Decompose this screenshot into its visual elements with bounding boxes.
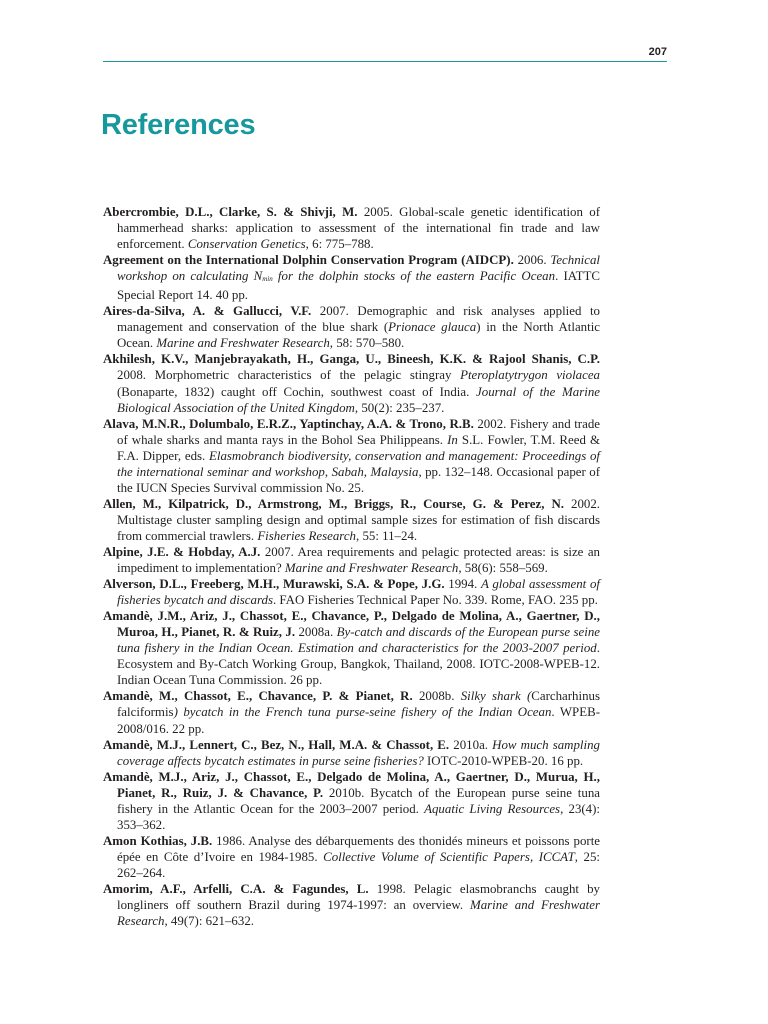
reference-italic-text: Journal of the Marine Biological Association of the United Kingdom	[117, 384, 600, 415]
reference-authors: Amandè, M.J., Ariz, J., Chassot, E., Delgado de Molina, A., Gaertner, D., Murua, H., Pianet, R., Ruiz, J. & Chavance, P.	[103, 769, 600, 800]
reference-italic-text: Marine and Freshwater Research	[284, 561, 459, 576]
reference-text: , pp. 132–148. Occasional paper of the IUCN Species Survival commission No. 25.	[117, 464, 600, 495]
reference-italic-text: Technical workshop on calculating N	[117, 253, 600, 284]
reference-italic-text: A global assessment of fisheries bycatch and discards	[117, 577, 600, 608]
reference-authors: Amandè, M.J., Lennert, C., Bez, N., Hall, M.A. & Chassot, E.	[103, 737, 450, 752]
reference-entry	[103, 416, 600, 496]
page-number: 207	[648, 46, 667, 58]
reference-italic-text: How much sampling coverage affects bycatch estimates in purse seine fisheries?	[117, 737, 600, 768]
reference-text: 2007. Area requirements and pelagic protected areas: is size an impediment to implementation?	[117, 544, 600, 576]
page-title: References	[101, 109, 256, 141]
reference-text: 2005. Global-scale genetic identification of hammerhead sharks: application to assessment of the international fin trade and law enforcement.	[117, 205, 600, 252]
reference-text: , 6: 775–788.	[305, 237, 374, 252]
reference-entry	[103, 303, 600, 351]
reference-italic-text: Marine and Freshwater Research	[117, 898, 600, 929]
reference-entry	[103, 496, 600, 544]
reference-text: , 50(2): 235–237.	[354, 400, 445, 415]
reference-text: S.L. Fowler, T.M. Reed & F.A. Dipper, eds.	[117, 432, 600, 463]
reference-entry	[103, 881, 600, 929]
reference-authors: Aires-da-Silva, A. & Gallucci, V.F.	[103, 304, 312, 319]
reference-list	[103, 204, 600, 929]
reference-text: , 23(4): 353–362.	[117, 801, 600, 832]
reference-authors: Abercrombie, D.L., Clarke, S. & Shivji, M.	[103, 205, 358, 219]
reference-text: , 55: 11–24.	[356, 528, 418, 543]
reference-italic-text: Pteroplatytrygon violacea	[460, 368, 600, 383]
reference-text: IOTC-2010-WPEB-20. 16 pp.	[423, 753, 584, 768]
reference-text: 1998. Pelagic elasmobranchs caught by longliners off southern Brazil during 1974-1997: an overview.	[117, 881, 600, 913]
reference-text: 2010a.	[449, 737, 493, 752]
reference-authors: Akhilesh, K.V., Manjebrayakath, H., Ganga, U., Bineesh, K.K. & Rajool Shanis, C.P.	[103, 352, 600, 367]
reference-text: 2002. Multistage cluster sampling design and optimal sample sizes for estimation of fish discards from commercial trawlers.	[117, 496, 600, 543]
reference-text: . IATTC Special Report 14. 40 pp.	[117, 269, 601, 303]
reference-authors: Alpine, J.E. & Hobday, A.J.	[103, 544, 261, 559]
reference-text: , 58(6): 558–569.	[458, 561, 548, 576]
reference-text: 2006.	[513, 253, 551, 268]
reference-entry	[103, 769, 600, 833]
reference-italic-text: In	[447, 432, 458, 447]
reference-authors: Amon Kothias, J.B.	[103, 833, 213, 848]
reference-text: ,	[324, 464, 332, 479]
reference-authors: Amandè, M., Chassot, E., Chavance, P. & Pianet, R.	[103, 689, 413, 704]
reference-text: 2008. Morphometric characteristics of the pelagic stingray	[117, 368, 461, 383]
reference-italic-text: ) bycatch in the French tuna purse-seine fishery of the Indian Ocean	[173, 705, 552, 720]
reference-text: 2008a.	[295, 625, 337, 640]
reference-italic-text: Conservation Genetics	[187, 237, 306, 252]
reference-italic-text: min	[262, 275, 273, 284]
reference-entry	[103, 544, 600, 576]
reference-italic-text: Silky shark (	[460, 689, 532, 704]
header-rule	[103, 61, 667, 62]
reference-italic-text: Fisheries Research	[257, 528, 356, 543]
reference-italic-text: Elasmobranch biodiversity, conservation and management: Proceedings of the international seminar and workshop	[117, 448, 601, 479]
reference-entry	[103, 688, 600, 736]
reference-italic-text: Prionace glauca	[388, 320, 477, 335]
reference-authors: Amorim, A.F., Arfelli, C.A. & Fagundes, L.	[103, 881, 369, 896]
reference-entry	[103, 576, 600, 608]
reference-italic-text: Collective Volume of Scientific Papers, ICCAT	[323, 849, 575, 864]
reference-italic-text: Sabah, Malaysia	[331, 464, 419, 479]
reference-italic-text: for the dolphin stocks of the eastern Pacific Ocean	[272, 269, 556, 284]
reference-text: (Bonaparte, 1832) caught off Cochin, southwest coast of India.	[117, 384, 477, 399]
reference-text: 1986. Analyse des débarquements des thonidés mineurs et poissons porte épée en Côte d’Ivoire en 1984-1985.	[117, 833, 600, 864]
reference-entry	[103, 204, 600, 252]
reference-italic-text: Aquatic Living Resources	[424, 801, 561, 816]
reference-authors: Allen, M., Kilpatrick, D., Armstrong, M., Briggs, R., Course, G. & Perez, N.	[103, 496, 564, 511]
reference-text: , 49(7): 621–632.	[164, 914, 254, 929]
reference-authors: Alverson, D.L., Freeberg, M.H., Murawski, S.A. & Pope, J.G.	[103, 577, 445, 592]
reference-italic-text: Marine and Freshwater Research	[156, 336, 330, 351]
reference-text: 2010b. Bycatch of the European purse seine tuna fishery in the Atlantic Ocean for the 2003–2007 period.	[117, 785, 600, 816]
reference-text: . FAO Fisheries Technical Paper No. 339. Rome, FAO. 235 pp.	[272, 593, 598, 608]
reference-entry	[103, 737, 600, 769]
reference-text: 2002. Fishery and trade of whale sharks and manta rays in the Bohol Sea Philippeans.	[117, 416, 600, 447]
reference-authors: Agreement on the International Dolphin Conservation Program (AIDCP).	[103, 253, 514, 268]
reference-text: , 25: 262–264.	[117, 849, 600, 880]
reference-text: . Ecosystem and By-Catch Working Group, Bangkok, Thailand, 2008. IOTC-2008-WPEB-12. Indian Ocean Tuna Commission. 26 pp.	[117, 641, 600, 688]
reference-text: , 58: 570–580.	[329, 336, 405, 351]
reference-entry	[103, 833, 600, 881]
reference-text: . WPEB-2008/016. 22 pp.	[117, 705, 600, 736]
reference-entry	[103, 608, 600, 688]
reference-text: 2008b.	[412, 689, 461, 704]
reference-entry	[103, 252, 600, 303]
reference-authors: Amandè, J.M., Ariz, J., Chassot, E., Chavance, P., Delgado de Molina, A., Gaertner, D., Muroa, H., Pianet, R. & Ruiz, J.	[103, 609, 600, 640]
reference-text: Carcharhinus falciformis	[117, 689, 600, 720]
reference-authors: Alava, M.N.R., Dolumbalo, E.R.Z., Yaptinchay, A.A. & Trono, R.B.	[103, 416, 474, 431]
reference-text: ) in the North Atlantic Ocean.	[117, 320, 600, 351]
reference-text: 1994.	[444, 577, 481, 592]
reference-entry	[103, 351, 600, 415]
reference-italic-text: By-catch and discards of the European purse seine tuna fishery in the Indian Ocean. Estimation and characteristics for the 2003-2007 period	[117, 625, 600, 656]
reference-text: 2007. Demographic and risk analyses applied to management and conservation of the blue shark (	[117, 304, 601, 335]
